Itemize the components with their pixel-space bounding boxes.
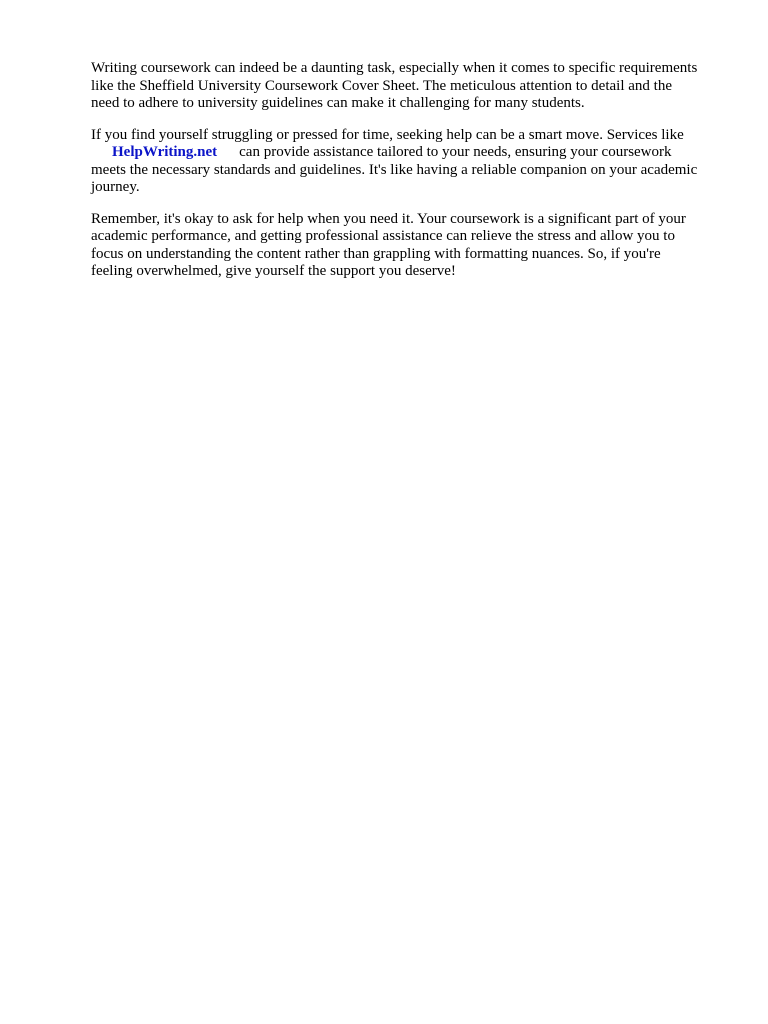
paragraph-line: If you find yourself struggling or pressed for time, seeking help can be a smart move. Services like [91, 126, 684, 143]
paragraph-text: can provide assistance tailored to your needs, ensuring your coursework [239, 144, 672, 160]
paragraph-line: meets the necessary standards and guidelines. It's like having a reliable companion on your academic [91, 161, 698, 178]
paragraph-line: focus on understanding the content rather than grappling with formatting nuances. So, if you're [91, 245, 661, 262]
paragraph-intro [91, 60, 731, 113]
paragraph-line: academic performance, and getting professional assistance can relieve the stress and allow you to [91, 228, 675, 244]
helpwriting-link[interactable]: HelpWriting.net [112, 144, 218, 160]
document-body [91, 60, 731, 295]
paragraph-line: Writing coursework can indeed be a daunting task, especially when it comes to specific requirements [91, 60, 698, 76]
paragraph-line: like the Sheffield University Coursework Cover Sheet. The meticulous attention to detail and the [91, 77, 672, 94]
paragraph-line: journey. [91, 179, 140, 195]
paragraph-line-with-link [91, 144, 731, 162]
paragraph-conclusion [91, 211, 731, 281]
paragraph-services [91, 127, 731, 197]
paragraph-line: Remember, it's okay to ask for help when you need it. Your coursework is a significant part of your [91, 210, 686, 227]
paragraph-line: feeling overwhelmed, give yourself the support you deserve! [91, 263, 456, 279]
paragraph-line: need to adhere to university guidelines can make it challenging for many students. [91, 95, 585, 111]
